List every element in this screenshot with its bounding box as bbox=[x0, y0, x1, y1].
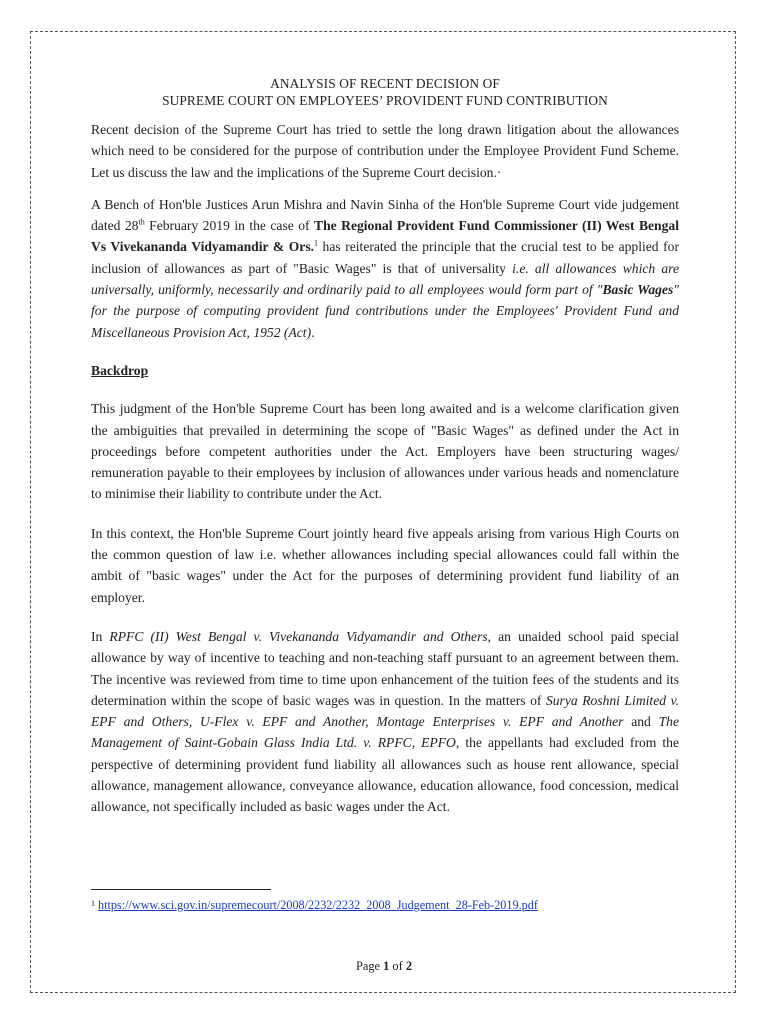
title-line-1: ANALYSIS OF RECENT DECISION OF bbox=[270, 76, 500, 91]
para2-text-1: A Bench of Hon'ble Justices Arun Mishra and Navin Sinha of the Hon'ble Supreme Court vide judgement dated 28 bbox=[91, 196, 679, 234]
footnote bbox=[91, 897, 538, 913]
basic-wages-bold-italic: Basic Wages bbox=[602, 282, 674, 298]
case-name-bold: The Regional Provident Fund Commissioner (II) West Bengal Vs Vivekananda Vidyamandir & Ors. bbox=[91, 218, 679, 255]
cases-paragraph bbox=[91, 626, 679, 818]
date-superscript: th bbox=[138, 217, 145, 227]
document-title bbox=[91, 76, 679, 109]
footnote-reference[interactable]: 1 bbox=[314, 238, 319, 248]
case-italic-1: RPFC (II) West Bengal v. Vivekananda Vidyamandir and Others bbox=[109, 628, 488, 644]
case-italic-3: The Management of Saint-Gobain Glass India Ltd. v. RPFC, EPFO, bbox=[91, 714, 679, 751]
cases-text-2: , an unaided school paid special allowance by way of incentive to teaching and non-teaching staff pursuant to an agreement between them. The incentive was reviewed from time to time upon enhancement of the tuition fees of the students and its determination within the scope of basic wages was in question. In the matters of bbox=[91, 628, 679, 708]
para2-text-3: has reiterated the principle that the crucial test to be applied for inclusion of allowances as part of "Basic Wages" is that of universality bbox=[91, 239, 679, 276]
para2-text-2: February 2019 in the case of bbox=[144, 218, 315, 234]
case-italic-2: Surya Roshni Limited v. EPF and Others, U-Flex v. EPF and Another, Montage Enterprises v. EPF and Another bbox=[91, 692, 679, 730]
bench-paragraph bbox=[91, 194, 679, 343]
para2-italic-1: i.e. all allowances which are universally, uniformly, necessarily and ordinarily paid to all employees would form part of " bbox=[91, 260, 679, 298]
document-body bbox=[91, 76, 679, 829]
page-middle: of bbox=[389, 959, 406, 973]
para2-end: . bbox=[311, 324, 315, 340]
footnote-separator bbox=[91, 889, 271, 890]
title-line-2: SUPREME COURT ON EMPLOYEES’ PROVIDENT FUND CONTRIBUTION bbox=[162, 92, 608, 108]
intro-paragraph: Recent decision of the Supreme Court has tried to settle the long drawn litigation about the allowances which need to be considered for the purpose of contribution under the Employee Provident Fund Scheme. Let us discuss the law and the implications of the Supreme Court decision.· bbox=[91, 122, 679, 180]
context-paragraph: In this context, the Hon'ble Supreme Court jointly heard five appeals arising from various High Courts on the common question of law i.e. whether allowances including special allowances could fall within the ambit of "basic wages" under the Act for the purposes of determining provident fund liability of an employer. bbox=[91, 525, 679, 605]
backdrop-paragraph: This judgment of the Hon'ble Supreme Court has been long awaited and is a welcome clarification given the ambiguities that prevailed in determining the scope of "Basic Wages" as defined under the Act in proceedings before competent authorities under the Act. Employers have been structuring wages/ remuneration payable to their employees by inclusion of allowances under various heads and nomenclature to minimise their liability to contribute under the Act. bbox=[91, 401, 679, 502]
footnote-number: 1 bbox=[91, 899, 95, 908]
cases-text-1: In bbox=[91, 628, 110, 644]
backdrop-heading: Backdrop bbox=[91, 362, 149, 378]
cases-text-3: and bbox=[623, 714, 659, 730]
page-current: 1 bbox=[383, 959, 390, 973]
page-prefix: Page bbox=[355, 959, 384, 973]
cases-text-4: the appellants had excluded from the perspective of determining provident fund liability all allowances such as house rent allowance, special allowance, management allowance, conveyance allowance, education allowance, food concession, medical allowance, not specifically included as basic wages under the Act. bbox=[91, 735, 679, 815]
footnote-link[interactable]: https://www.sci.gov.in/supremecourt/2008/2232/2232_2008_Judgement_28-Feb-2019.pdf bbox=[98, 898, 538, 912]
page-number bbox=[0, 959, 768, 974]
page-total: 2 bbox=[405, 959, 413, 973]
para2-italic-2: " for the purpose of computing provident fund contributions under the Employees' Provident Fund and Miscellaneous Provision Act, 1952 (Act) bbox=[91, 282, 679, 340]
